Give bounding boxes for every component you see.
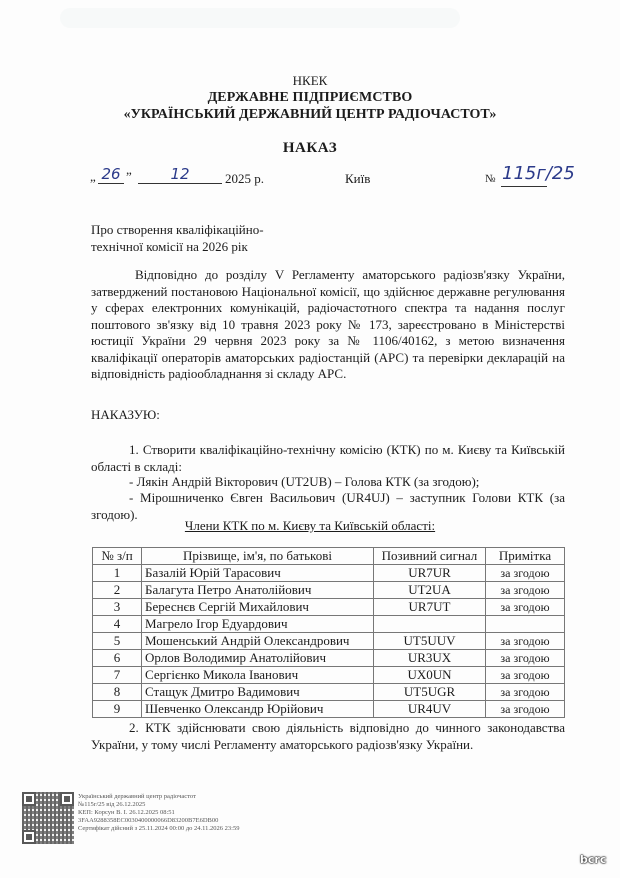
subject-line-1: Про створення кваліфікаційно- [91, 222, 264, 237]
cell-callsign [374, 616, 486, 633]
cell-note: за згодою [486, 650, 565, 667]
cell-note: за згодою [486, 633, 565, 650]
cell-callsign: UT5UGR [374, 684, 486, 701]
date-quote-open: „ [90, 169, 96, 184]
cell-callsign: UT5UUV [374, 633, 486, 650]
signature-doc-number: №115г/25 від 26.12.2025 [78, 801, 146, 808]
item-1-head [91, 474, 565, 491]
table-row [93, 684, 565, 701]
cell-number: 7 [93, 667, 142, 684]
cell-name: Стащук Дмитро Вадимович [142, 684, 374, 701]
cell-note: за згодою [486, 667, 565, 684]
date-quote-close: ” [126, 169, 132, 184]
qr-code-icon [22, 792, 74, 844]
date-year: 2025 р. [225, 171, 264, 186]
cell-number: 2 [93, 582, 142, 599]
cell-name: Шевченко Олександр Юрійович [142, 701, 374, 718]
cell-callsign: UX0UN [374, 667, 486, 684]
number-prefix: № [485, 173, 496, 185]
cell-name: Сергієнко Микола Іванович [142, 667, 374, 684]
table-row [93, 599, 565, 616]
deputy-text: - Мірошниченко Євген Васильович (UR4UJ) – заступник Голови КТК (за згодою). [91, 490, 565, 522]
cell-number: 9 [93, 701, 142, 718]
item-1-text: 1. Створити кваліфікаційно-технічну комісію (КТК) по м. Києву та Київській області в складі: [91, 442, 565, 474]
cell-name: Магрело Ігор Едуардович [142, 616, 374, 633]
cell-callsign: UT2UA [374, 582, 486, 599]
signature-serial: 3FAA9288358EC0030400000066D83200B7E6DB00 [78, 817, 219, 824]
item-1-paragraph [91, 442, 565, 475]
col-number-header: № з/п [93, 548, 142, 565]
date-day: 26 [98, 165, 124, 184]
org-name: «УКРАЇНСЬКИЙ ДЕРЖАВНИЙ ЦЕНТР РАДІОЧАСТОТ» [123, 107, 497, 122]
cell-note: за згодою [486, 582, 565, 599]
cell-name: Береснєв Сергій Михайлович [142, 599, 374, 616]
bleed-through-artifact [60, 8, 460, 28]
subject [91, 221, 264, 255]
head-text: - Лякін Андрій Вікторович (UT2UB) – Голова КТК (за згодою); [129, 474, 480, 489]
qr-finder [22, 830, 36, 844]
order-number: 115г/25 [502, 163, 575, 184]
cell-name: Базалій Юрій Тарасович [142, 565, 374, 582]
order-heading: НАКАЗУЮ: [91, 407, 160, 422]
table-row [93, 565, 565, 582]
col-note-header: Примітка [486, 548, 565, 565]
item-2-text: 2. КТК здійснювати свою діяльність відповідно до чинного законодавства України, у тому числі Регламенту аматорського радіозв'язку України. [91, 720, 565, 752]
cell-note: за згодою [486, 701, 565, 718]
col-callsign-header: Позивний сигнал [374, 548, 486, 565]
preamble-text: Відповідно до розділу V Регламенту аматорського радіозв'язку України, затверджений постановою Національної комісії, що здійснює державне регулювання у сферах електронних комунікацій, радіочастотного спектра та надання послуг поштового зв'язку від 10 травня 2023 року № 173, зареєстровано в Міністерстві юстиції України 29 червня 2023 року за № 1106/40162, з метою визначення кваліфікації операторів аматорських радіостанцій (АРС) та перевірки декларацій на відповідність радіообладнання зі складу АРС. [91, 267, 565, 381]
cell-number: 4 [93, 616, 142, 633]
cell-number: 3 [93, 599, 142, 616]
signature-org: Український державний центр радіочастот [78, 793, 196, 800]
cell-callsign: UR3UX [374, 650, 486, 667]
qr-finder [60, 792, 74, 806]
cell-note: за згодою [486, 684, 565, 701]
cell-number: 6 [93, 650, 142, 667]
watermark-logo: bcrc [580, 853, 607, 866]
dateline [90, 163, 575, 189]
cell-callsign: UR7UR [374, 565, 486, 582]
table-header-row [93, 548, 565, 565]
table-row [93, 616, 565, 633]
table-row [93, 701, 565, 718]
preamble-paragraph [91, 267, 565, 383]
members-title: Члени КТК по м. Києву та Київській області: [184, 518, 436, 533]
cell-note: за згодою [486, 565, 565, 582]
cell-number: 8 [93, 684, 142, 701]
cell-callsign: UR7UT [374, 599, 486, 616]
document-title: НАКАЗ [282, 140, 338, 156]
cell-number: 5 [93, 633, 142, 650]
date-month: 12 [138, 165, 222, 184]
cell-callsign: UR4UV [374, 701, 486, 718]
table-row [93, 650, 565, 667]
cell-name: Мошенський Андрій Олександрович [142, 633, 374, 650]
table-row [93, 667, 565, 684]
signature-signer: КЕП: Корсун В. І. 26.12.2025 08:51 [78, 809, 175, 816]
table-row [93, 633, 565, 650]
cell-name: Орлов Володимир Анатолійович [142, 650, 374, 667]
item-2-paragraph [91, 720, 565, 753]
org-type: ДЕРЖАВНЕ ПІДПРИЄМСТВО [207, 90, 413, 105]
members-table [92, 547, 565, 718]
cell-note [486, 616, 565, 633]
signature-validity: Сертифікат дійсний з 25.11.2024 00:00 до 24.11.2026 23:59 [78, 825, 240, 832]
digital-signature-stamp [22, 792, 322, 852]
cell-note: за згодою [486, 599, 565, 616]
cell-number: 1 [93, 565, 142, 582]
cell-name: Балагута Петро Анатолійович [142, 582, 374, 599]
subject-line-2: технічної комісії на 2026 рік [91, 239, 248, 254]
col-name-header: Прізвище, ім'я, по батькові [142, 548, 374, 565]
org-short-name: НКЕК [292, 73, 328, 88]
signature-details [78, 793, 239, 833]
qr-finder [22, 792, 36, 806]
number-underline [501, 186, 547, 187]
city: Київ [345, 171, 371, 186]
table-row [93, 582, 565, 599]
